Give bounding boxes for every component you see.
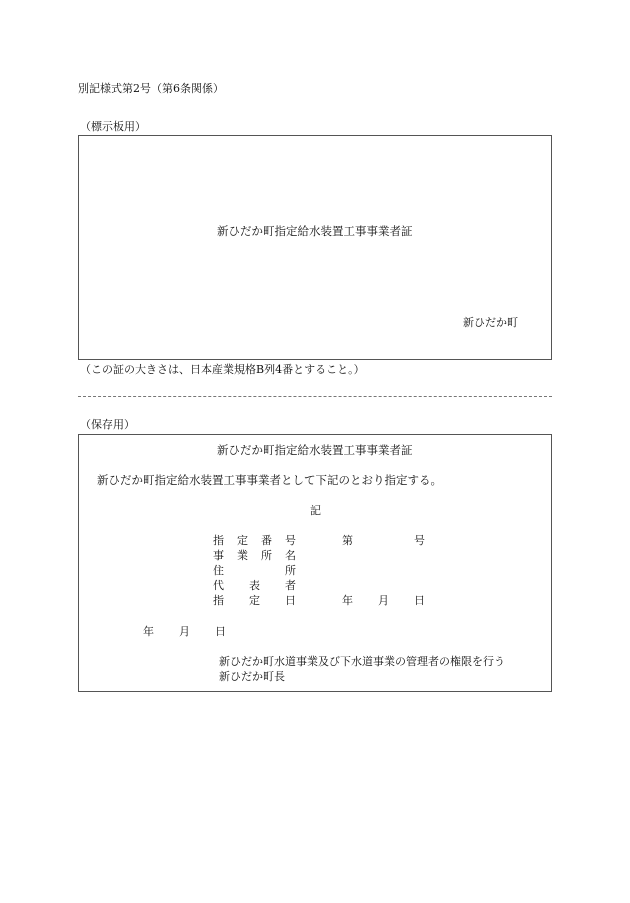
office-name-label: 事 業 所 名 (213, 549, 296, 562)
designation-date-units: 年 月 日 (342, 594, 425, 607)
cut-line-divider (78, 396, 552, 397)
display-board-frame (78, 135, 552, 360)
storage-certificate-title: 新ひだか町指定給水装置工事事業者証 (217, 443, 413, 457)
designation-statement: 新ひだか町指定給水装置工事事業者として下記のとおり指定する。 (97, 473, 442, 487)
size-note: （この証の大きさは、日本産業規格B列4番とすること。） (80, 363, 365, 376)
form-number-header: 別記様式第2号（第6条関係） (78, 82, 224, 95)
designation-number-prefix: 第 (342, 534, 353, 547)
authority-line-2: 新ひだか町長 (219, 670, 285, 683)
representative-label: 代 表 者 (213, 579, 296, 592)
storage-frame (78, 434, 552, 692)
address-label: 住 所 (213, 564, 296, 577)
display-certificate-title: 新ひだか町指定給水装置工事事業者証 (217, 224, 413, 238)
storage-caption: （保存用） (80, 418, 135, 431)
designation-number-label: 指 定 番 号 (213, 534, 296, 547)
issue-date: 年 月 日 (143, 625, 226, 638)
display-issuer: 新ひだか町 (463, 316, 518, 329)
display-board-caption: （標示板用） (80, 120, 146, 133)
designation-number-suffix: 号 (414, 534, 425, 547)
designation-date-label: 指 定 日 (213, 594, 296, 607)
authority-line-1: 新ひだか町水道事業及び下水道事業の管理者の権限を行う (219, 655, 505, 668)
ki-heading: 記 (310, 504, 321, 517)
